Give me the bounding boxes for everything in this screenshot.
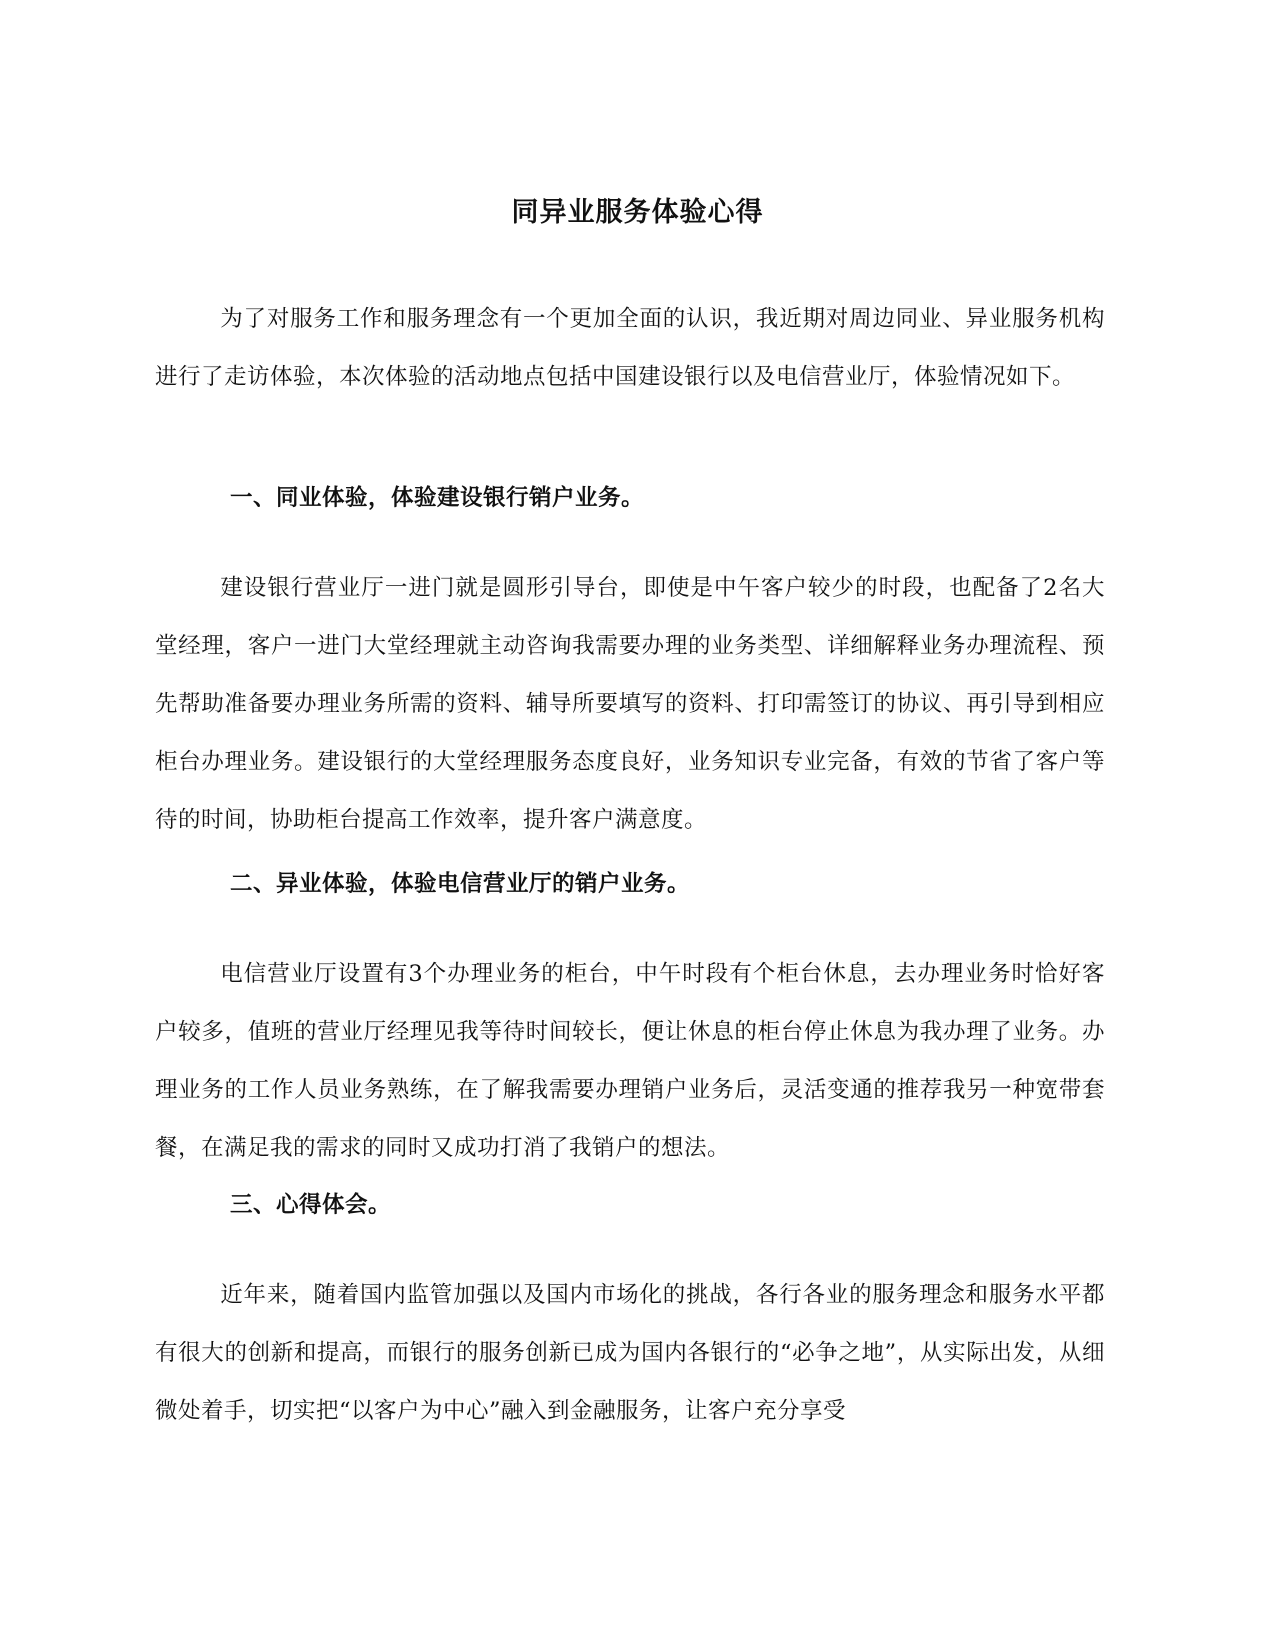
section-2-heading: 二、异业体验，体验电信营业厅的销户业务。: [230, 871, 691, 897]
section-2-body: 电信营业厅设置有3个办理业务的柜台，中午时段有个柜台休息，去办理业务时恰好客户较多，值班的营业厅经理见我等待时间较长，便让休息的柜台停止休息为我办理了业务。办理业务的工作人员业务熟练，在了解我需要办理销户业务后，灵活变通的推荐我另一种宽带套餐，在满足我的需求的同时又成功打消了我销户的想法。: [155, 961, 1105, 1161]
section-1-heading: 一、同业体验，体验建设银行销户业务。: [230, 485, 645, 511]
document-title: 同异业服务体验心得: [511, 197, 764, 228]
section-3-heading: 三、心得体会。: [230, 1192, 392, 1218]
section-3-body: 近年来，随着国内监管加强以及国内市场化的挑战，各行各业的服务理念和服务水平都有很大的创新和提高，而银行的服务创新已成为国内各银行的“必争之地”，从实际出发，从细微处着手，切实把“以客户为中心”融入到金融服务，让客户充分享受: [155, 1282, 1105, 1424]
section-1-body: 建设银行营业厅一进门就是圆形引导台，即使是中午客户较少的时段，也配备了2名大堂经理，客户一进门大堂经理就主动咨询我需要办理的业务类型、详细解释业务办理流程、预先帮助准备要办理业务所需的资料、辅导所要填写的资料、打印需签订的协议、再引导到相应柜台办理业务。建设银行的大堂经理服务态度良好，业务知识专业完备，有效的节省了客户等待的时间，协助柜台提高工作效率，提升客户满意度。: [155, 575, 1105, 833]
intro-paragraph: 为了对服务工作和服务理念有一个更加全面的认识，我近期对周边同业、异业服务机构进行了走访体验，本次体验的活动地点包括中国建设银行以及电信营业厅，体验情况如下。: [155, 306, 1105, 390]
